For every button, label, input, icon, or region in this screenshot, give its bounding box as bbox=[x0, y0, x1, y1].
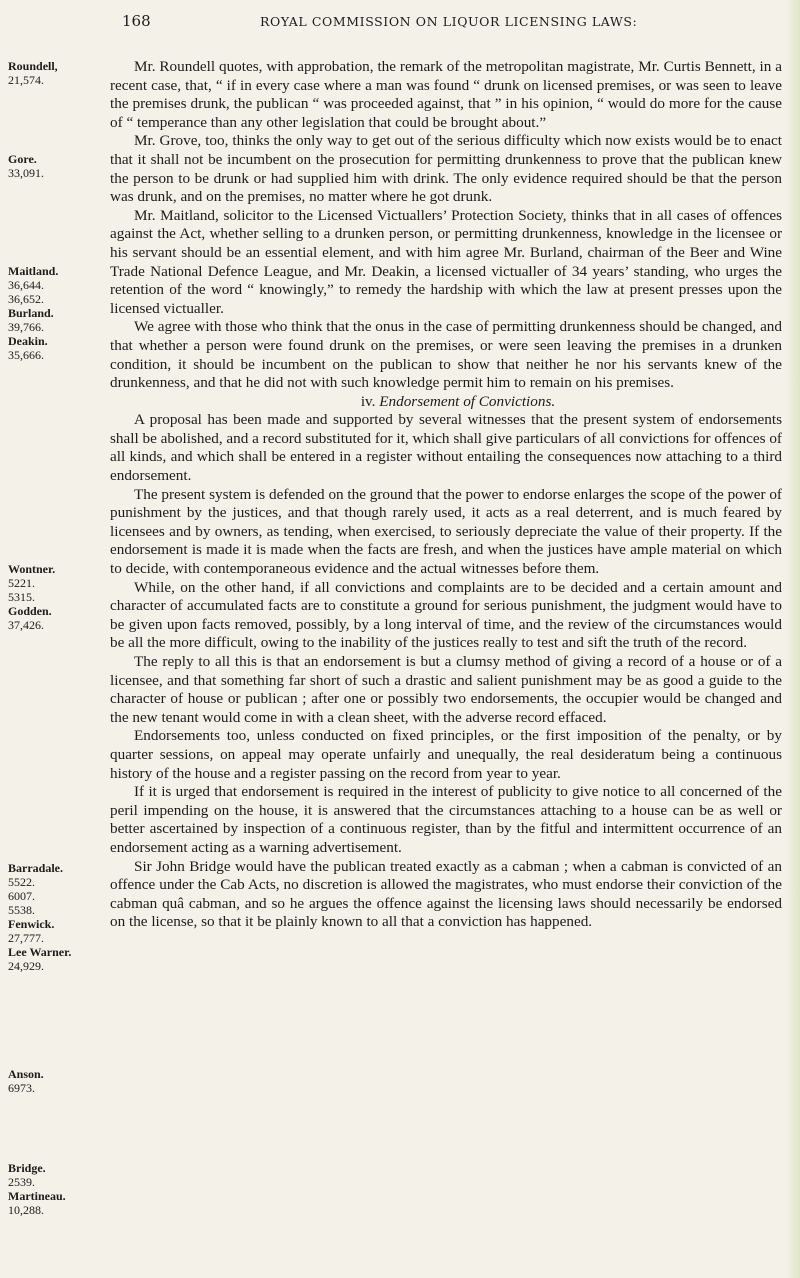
margin-note-name: Wontner. bbox=[8, 562, 56, 576]
paragraph-reply: The reply to all this is that an endorsement is but a clumsy method of giving a record of a house or of a licensee, and that something far short of such a drastic and salient punishment may be as good a guide to the character of house or publican ; after one or possibly two endorsements, the occupier would be changed and the new tenant would come in with a clean sheet, with the adverse record effaced. bbox=[110, 653, 782, 726]
section-title: Endorsement of Convictions. bbox=[379, 392, 556, 410]
margin-note-gore bbox=[8, 152, 100, 180]
page-edge-shading bbox=[786, 0, 800, 1278]
margin-note-ref: 6973. bbox=[8, 1081, 35, 1095]
margin-note-ref: 24,929. bbox=[8, 959, 44, 973]
paragraph-proposal: A proposal has been made and supported by several witnesses that the present system of endorsements shall be abolished, and a record substituted for it, which shall give particulars of all convictions for offences of all kinds, and which shall be entered in a register without entailing the consequences now attaching to a third endorsement. bbox=[110, 411, 782, 485]
margin-note-ref: 27,777. bbox=[8, 931, 44, 945]
margin-note-name: Martineau. bbox=[8, 1189, 66, 1203]
paragraph-roundell: Mr. Roundell quotes, with approbation, the remark of the metropolitan magistrate, Mr. Curtis Bennett, in a recent case, that, “ if in every case where a man was found “ drunk on licensed premises, or was seen to leave the premises drunk, the publican “ was proceeded against, that ” in his opinion, “ would do more for the cause of “ temperance than any other legislation that could be brought about.” bbox=[110, 58, 782, 131]
margin-note-ref: 2539. bbox=[8, 1175, 35, 1189]
page-header bbox=[0, 12, 800, 32]
margin-note-ref: 33,091. bbox=[8, 166, 44, 180]
page-number: 168 bbox=[122, 12, 151, 30]
margin-note-roundell bbox=[8, 59, 100, 87]
margin-note-ref: 21,574. bbox=[8, 73, 44, 87]
margin-note-name: Roundell, bbox=[8, 59, 58, 73]
margin-note-ref: 37,426. bbox=[8, 618, 44, 632]
paragraph-bridge: Sir John Bridge would have the publican treated exactly as a cabman ; when a cabman is convicted of an offence under the Cab Acts, no discretion is allowed the magistrates, who must endorse their conviction of the cabman quâ cabman, and so he argues the offence against the licensing laws should necessarily be endorsed on the license, so that it be plainly known to all that a conviction has happened. bbox=[110, 857, 782, 931]
margin-note-name: Gore. bbox=[8, 152, 37, 166]
margin-note-wontner bbox=[8, 562, 100, 632]
margin-note-ref: 36,644. bbox=[8, 278, 44, 292]
margin-note-ref: 10,288. bbox=[8, 1203, 44, 1217]
margin-note-ref: 35,666. bbox=[8, 348, 44, 362]
margin-note-name: Barradale. bbox=[8, 861, 63, 875]
margin-note-ref: 5221. bbox=[8, 576, 35, 590]
paragraph-publicity: If it is urged that endorsement is required in the interest of publicity to give notice to all concerned of the peril impending on the house, it is answered that the circumstances attaching to a house can be as well or better ascertained by inspection of a continuous register, than by the fitful and intermittent occurrence of an endorsement acting as a warning advertisement. bbox=[110, 783, 782, 856]
margin-note-name: Maitland. bbox=[8, 264, 59, 278]
paragraph-gore: Mr. Grove, too, thinks the only way to get out of the serious difficulty which now exists would be to enact that it shall not be incumbent on the prosecution for permitting drunkenness to prove that the publican knew the person to be drunk or had supplied him with drink. The only evidence required should be that the person was drunk, and on the premises, no matter where he got drunk. bbox=[110, 132, 782, 206]
section-number: iv. bbox=[360, 392, 376, 410]
margin-note-name: Fenwick. bbox=[8, 917, 55, 931]
margin-note-maitland bbox=[8, 264, 100, 362]
paragraph-other-hand: While, on the other hand, if all convictions and complaints are to be decided and a certain amount and character of accumulated facts are to constitute a ground for serious punishment, the judgment would have to be given upon facts removed, possibly, by a long interval of time, and the review of the circumstances would be all the more difficult, owing to the inability of the justices really to test and sift the truth of the record. bbox=[110, 578, 782, 652]
margin-note-ref: 6007. bbox=[8, 889, 35, 903]
body-text bbox=[110, 58, 782, 932]
margin-note-name: Anson. bbox=[8, 1067, 44, 1081]
margin-note-bridge bbox=[8, 1161, 100, 1217]
margin-note-name: Lee Warner. bbox=[8, 945, 72, 959]
paragraph-maitland: Mr. Maitland, solicitor to the Licensed Victuallers’ Protection Society, thinks that in all cases of offences against the Act, whether selling to a drunken person, or permitting drunkenness, knowledge in the licensee or his servant should be an essential element, and with him agree Mr. Burland, chairman of the Beer and Wine Trade National Defence League, and Mr. Deakin, a licensed victualler of 34 years’ standing, who urges the retention of the word “ knowingly,” to remedy the hardship with which the law at present presses upon the licensed victualler. bbox=[110, 206, 782, 317]
margin-note-ref: 5522. bbox=[8, 875, 35, 889]
margin-note-anson bbox=[8, 1067, 100, 1095]
margin-note-ref: 39,766. bbox=[8, 320, 44, 334]
paragraph-recommendation: We agree with those who think that the onus in the case of permitting drunkenness should be changed, and that whether a person were found drunk on the premises, or were seen leaving the premises in a drunken condition, it should be incumbent on the publican to show that neither he nor his servants knew of the drunkenness, and that he did not with such knowledge permit him to remain on his premises. bbox=[110, 318, 782, 392]
paragraph-present-system: The present system is defended on the ground that the power to endorse enlarges the scope of the power of punishment by the justices, and that though rarely used, it acts as a real deterrent, and is much feared by licensees and by owners, as tending, when exercised, to seriously depreciate the value of their property. If the endorsement is made it is made when the facts are fresh, and when the justices have ample material on which to decide, with contemporaneous evidence and the actual witnesses before them. bbox=[110, 485, 782, 578]
margin-note-name: Deakin. bbox=[8, 334, 48, 348]
margin-note-name: Burland. bbox=[8, 306, 54, 320]
margin-note-barradale bbox=[8, 861, 100, 973]
margin-note-ref: 36,652. bbox=[8, 292, 44, 306]
section-heading bbox=[110, 393, 782, 412]
margin-note-ref: 5538. bbox=[8, 903, 35, 917]
margin-note-ref: 5315. bbox=[8, 590, 35, 604]
running-title: ROYAL COMMISSION ON LIQUOR LICENSING LAWS: bbox=[260, 14, 638, 29]
paragraph-endorsements: Endorsements too, unless conducted on fixed principles, or the first imposition of the penalty, or by quarter sessions, on appeal may operate unfairly and unequally, the real desideratum being a continuous history of the house and a register passing on the record from year to year. bbox=[110, 727, 782, 782]
margin-note-name: Godden. bbox=[8, 604, 52, 618]
margin-note-name: Bridge. bbox=[8, 1161, 46, 1175]
